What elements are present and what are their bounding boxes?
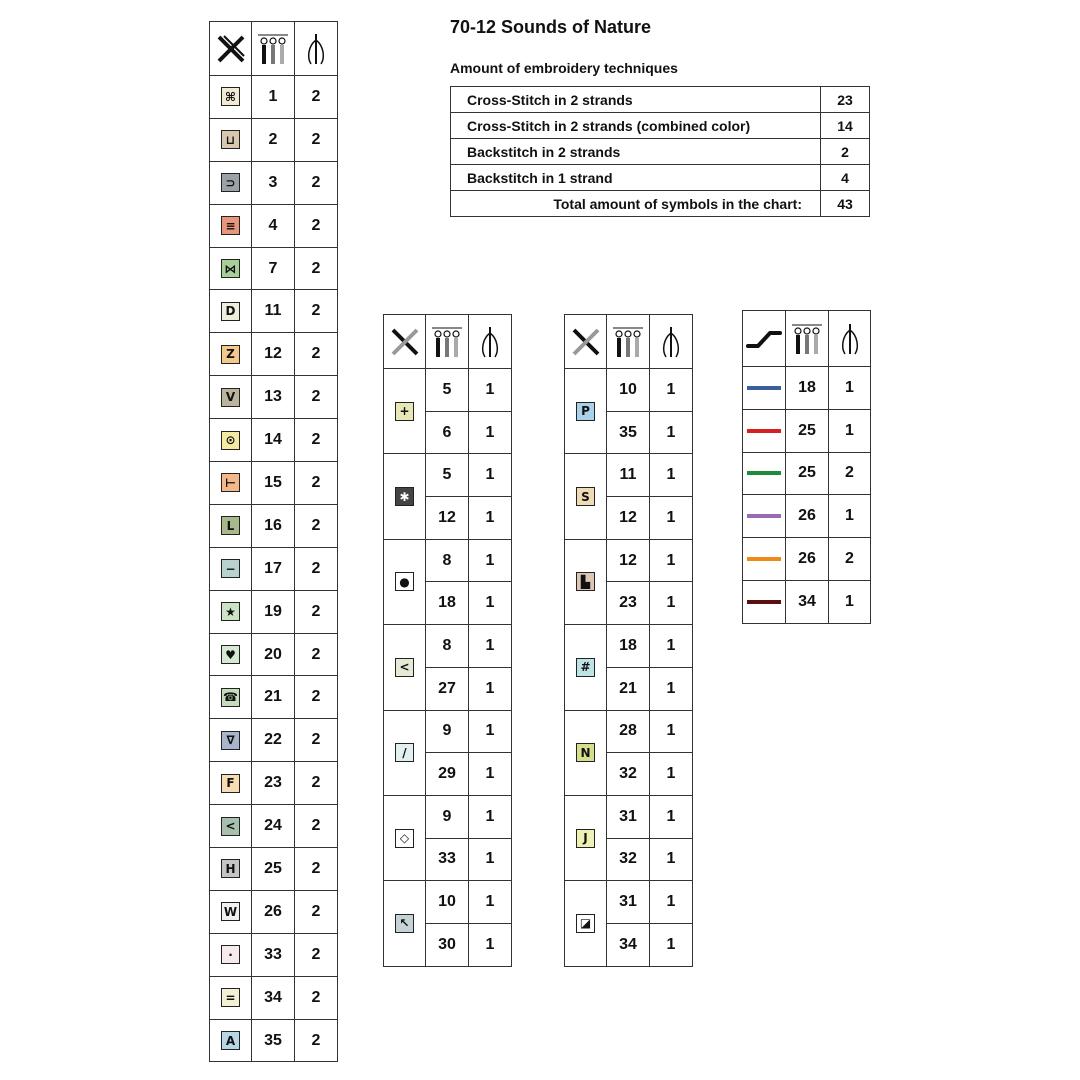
strand-count: 1 bbox=[650, 795, 693, 838]
header-floss bbox=[786, 311, 829, 367]
strand-count: 1 bbox=[469, 881, 512, 924]
floss-skeins-icon bbox=[611, 325, 645, 359]
color-number: 25 bbox=[786, 452, 829, 495]
strand-count: 2 bbox=[295, 247, 338, 290]
symbol-cell bbox=[565, 625, 607, 710]
color-number: 12 bbox=[607, 497, 650, 540]
table-row bbox=[384, 539, 512, 582]
strand-count: 2 bbox=[295, 462, 338, 505]
table-row bbox=[210, 118, 338, 161]
table-row bbox=[384, 369, 512, 412]
table-row bbox=[743, 538, 871, 581]
header-cross-stitch bbox=[384, 315, 426, 369]
table-row bbox=[210, 204, 338, 247]
color-number: 10 bbox=[426, 881, 469, 924]
strand-count: 2 bbox=[295, 161, 338, 204]
table-row bbox=[565, 881, 693, 924]
strand-count: 2 bbox=[295, 633, 338, 676]
symbol-cell bbox=[565, 795, 607, 880]
symbol-cell bbox=[384, 795, 426, 880]
symbol-cell bbox=[565, 539, 607, 624]
stitch-symbol: ↖ bbox=[395, 914, 414, 933]
symbol-cell bbox=[565, 369, 607, 454]
strand-count: 1 bbox=[650, 497, 693, 540]
color-number: 6 bbox=[426, 411, 469, 454]
strand-count: 2 bbox=[295, 204, 338, 247]
strand-count: 2 bbox=[295, 504, 338, 547]
color-number: 16 bbox=[252, 504, 295, 547]
table-row bbox=[210, 933, 338, 976]
cross-stitch-combined-icon bbox=[389, 326, 421, 358]
color-number: 21 bbox=[252, 676, 295, 719]
stitch-symbol: J bbox=[576, 829, 595, 848]
summary-label: Cross-Stitch in 2 strands (combined color) bbox=[451, 113, 821, 139]
summary-label: Backstitch in 2 strands bbox=[451, 139, 821, 165]
backstitch-key-table bbox=[742, 310, 871, 624]
stitch-symbol: ≡ bbox=[221, 216, 240, 235]
stitch-symbol: V bbox=[221, 388, 240, 407]
needle-icon bbox=[657, 325, 685, 359]
table-row bbox=[210, 1019, 338, 1062]
color-number: 30 bbox=[426, 923, 469, 966]
color-number: 34 bbox=[607, 923, 650, 966]
color-number: 34 bbox=[786, 580, 829, 623]
summary-row bbox=[451, 87, 870, 113]
line-color-cell bbox=[743, 495, 786, 538]
strand-count: 2 bbox=[295, 762, 338, 805]
table-row bbox=[384, 625, 512, 668]
color-number: 32 bbox=[607, 838, 650, 881]
backstitch-line-swatch bbox=[747, 514, 781, 518]
table-row bbox=[743, 367, 871, 410]
symbol-cell bbox=[384, 454, 426, 539]
color-number: 24 bbox=[252, 805, 295, 848]
table-row bbox=[743, 409, 871, 452]
backstitch-line-swatch bbox=[747, 600, 781, 604]
color-number: 2 bbox=[252, 118, 295, 161]
strand-count: 2 bbox=[295, 933, 338, 976]
symbol-cell bbox=[384, 369, 426, 454]
color-number: 35 bbox=[607, 411, 650, 454]
color-number: 5 bbox=[426, 369, 469, 412]
strand-count: 2 bbox=[829, 538, 871, 581]
summary-value: 23 bbox=[821, 87, 870, 113]
stitch-symbol: ⊃ bbox=[221, 173, 240, 192]
summary-total-value: 43 bbox=[821, 191, 870, 217]
color-number: 4 bbox=[252, 204, 295, 247]
strand-count: 2 bbox=[295, 976, 338, 1019]
table-row bbox=[384, 454, 512, 497]
symbol-cell bbox=[210, 976, 252, 1019]
stitch-symbol: A bbox=[221, 1031, 240, 1050]
color-number: 9 bbox=[426, 795, 469, 838]
color-number: 12 bbox=[426, 497, 469, 540]
strand-count: 2 bbox=[295, 719, 338, 762]
stitch-symbol: < bbox=[221, 817, 240, 836]
color-number: 19 bbox=[252, 590, 295, 633]
table-row bbox=[565, 369, 693, 412]
strand-count: 1 bbox=[829, 580, 871, 623]
table-row bbox=[210, 419, 338, 462]
table-row bbox=[565, 539, 693, 582]
strand-count: 1 bbox=[469, 667, 512, 710]
stitch-symbol: N bbox=[576, 743, 595, 762]
symbol-cell bbox=[210, 633, 252, 676]
stitch-symbol: D bbox=[221, 302, 240, 321]
stitch-symbol: ⌘ bbox=[221, 87, 240, 106]
summary-value: 14 bbox=[821, 113, 870, 139]
symbol-cell bbox=[210, 376, 252, 419]
color-number: 32 bbox=[607, 753, 650, 796]
symbol-cell bbox=[210, 933, 252, 976]
strand-count: 1 bbox=[469, 625, 512, 668]
stitch-symbol: ∇ bbox=[221, 731, 240, 750]
symbol-cell bbox=[210, 676, 252, 719]
line-color-cell bbox=[743, 580, 786, 623]
needle-icon bbox=[836, 322, 864, 356]
strand-count: 1 bbox=[650, 667, 693, 710]
summary-total-row bbox=[451, 191, 870, 217]
table-row bbox=[565, 625, 693, 668]
color-number: 17 bbox=[252, 547, 295, 590]
color-number: 27 bbox=[426, 667, 469, 710]
table-row bbox=[384, 795, 512, 838]
strand-count: 2 bbox=[295, 676, 338, 719]
color-number: 33 bbox=[426, 838, 469, 881]
line-color-cell bbox=[743, 409, 786, 452]
strand-count: 1 bbox=[650, 923, 693, 966]
header-needle bbox=[295, 22, 338, 76]
table-row bbox=[384, 881, 512, 924]
symbol-cell bbox=[565, 710, 607, 795]
color-number: 5 bbox=[426, 454, 469, 497]
header-needle bbox=[829, 311, 871, 367]
symbol-cell bbox=[210, 1019, 252, 1062]
stitch-symbol: ★ bbox=[221, 602, 240, 621]
symbol-cell bbox=[210, 462, 252, 505]
color-number: 7 bbox=[252, 247, 295, 290]
stitch-symbol: < bbox=[395, 658, 414, 677]
table-row bbox=[210, 161, 338, 204]
table-row bbox=[565, 454, 693, 497]
strand-count: 1 bbox=[469, 838, 512, 881]
table-row bbox=[210, 976, 338, 1019]
strand-count: 2 bbox=[295, 376, 338, 419]
strand-count: 2 bbox=[295, 333, 338, 376]
strand-count: 1 bbox=[829, 495, 871, 538]
backstitch-icon bbox=[746, 329, 782, 349]
color-number: 26 bbox=[252, 890, 295, 933]
color-number: 28 bbox=[607, 710, 650, 753]
strand-count: 1 bbox=[650, 838, 693, 881]
stitch-symbol: ⊔ bbox=[221, 130, 240, 149]
strand-count: 2 bbox=[295, 547, 338, 590]
line-color-cell bbox=[743, 367, 786, 410]
symbol-cell bbox=[210, 76, 252, 119]
table-row bbox=[210, 676, 338, 719]
strand-count: 1 bbox=[469, 710, 512, 753]
color-number: 13 bbox=[252, 376, 295, 419]
stitch-symbol: ♥ bbox=[221, 645, 240, 664]
symbol-cell bbox=[210, 805, 252, 848]
header-floss bbox=[252, 22, 295, 76]
strand-count: 2 bbox=[295, 848, 338, 891]
symbol-cell bbox=[384, 625, 426, 710]
summary-row bbox=[451, 165, 870, 191]
header-needle bbox=[469, 315, 512, 369]
color-number: 20 bbox=[252, 633, 295, 676]
color-number: 18 bbox=[426, 582, 469, 625]
stitch-symbol: P bbox=[576, 402, 595, 421]
header-floss bbox=[426, 315, 469, 369]
strand-count: 1 bbox=[829, 367, 871, 410]
symbol-cell bbox=[565, 881, 607, 966]
symbol-cell bbox=[565, 454, 607, 539]
page-title: 70-12 Sounds of Nature bbox=[450, 17, 652, 37]
color-number: 23 bbox=[252, 762, 295, 805]
stitch-symbol: + bbox=[395, 402, 414, 421]
stitch-symbol: / bbox=[395, 743, 414, 762]
backstitch-line-swatch bbox=[747, 386, 781, 390]
symbol-cell bbox=[384, 881, 426, 966]
strand-count: 1 bbox=[650, 411, 693, 454]
symbol-cell bbox=[210, 547, 252, 590]
summary-value: 2 bbox=[821, 139, 870, 165]
color-number: 9 bbox=[426, 710, 469, 753]
stitch-symbol: Z bbox=[221, 345, 240, 364]
color-number: 18 bbox=[607, 625, 650, 668]
color-number: 12 bbox=[607, 539, 650, 582]
stitch-symbol: = bbox=[221, 988, 240, 1007]
symbol-cell bbox=[384, 710, 426, 795]
table-row bbox=[210, 504, 338, 547]
color-number: 1 bbox=[252, 76, 295, 119]
strand-count: 2 bbox=[295, 590, 338, 633]
color-number: 25 bbox=[252, 848, 295, 891]
floss-skeins-icon bbox=[256, 32, 290, 66]
stitch-symbol: ▙ bbox=[576, 572, 595, 591]
strand-count: 1 bbox=[469, 582, 512, 625]
table-row bbox=[210, 376, 338, 419]
color-number: 26 bbox=[786, 538, 829, 581]
table-row bbox=[210, 247, 338, 290]
color-number: 12 bbox=[252, 333, 295, 376]
symbol-cell bbox=[210, 204, 252, 247]
strand-count: 1 bbox=[469, 539, 512, 582]
table-row bbox=[210, 633, 338, 676]
table-row bbox=[743, 580, 871, 623]
color-number: 8 bbox=[426, 539, 469, 582]
strand-count: 1 bbox=[469, 753, 512, 796]
cross-stitch-key-table bbox=[209, 21, 338, 1062]
strand-count: 1 bbox=[650, 753, 693, 796]
stitch-symbol: S bbox=[576, 487, 595, 506]
color-number: 29 bbox=[426, 753, 469, 796]
strand-count: 1 bbox=[469, 454, 512, 497]
color-number: 34 bbox=[252, 976, 295, 1019]
stitch-symbol: ◇ bbox=[395, 829, 414, 848]
strand-count: 1 bbox=[469, 369, 512, 412]
strand-count: 1 bbox=[469, 795, 512, 838]
table-row bbox=[210, 848, 338, 891]
color-number: 11 bbox=[607, 454, 650, 497]
table-row bbox=[210, 719, 338, 762]
table-row bbox=[210, 590, 338, 633]
stitch-symbol: L bbox=[221, 516, 240, 535]
stitch-symbol: ✱ bbox=[395, 487, 414, 506]
strand-count: 1 bbox=[469, 923, 512, 966]
stitch-symbol: F bbox=[221, 774, 240, 793]
table-row bbox=[210, 805, 338, 848]
table-row bbox=[565, 710, 693, 753]
strand-count: 2 bbox=[829, 452, 871, 495]
strand-count: 2 bbox=[295, 1019, 338, 1062]
color-number: 3 bbox=[252, 161, 295, 204]
summary-row bbox=[451, 113, 870, 139]
cross-stitch-icon bbox=[215, 33, 247, 65]
summary-label: Cross-Stitch in 2 strands bbox=[451, 87, 821, 113]
header-cross-stitch bbox=[565, 315, 607, 369]
combined-color-key-table-1 bbox=[383, 314, 512, 967]
strand-count: 2 bbox=[295, 118, 338, 161]
strand-count: 1 bbox=[469, 411, 512, 454]
strand-count: 1 bbox=[650, 881, 693, 924]
strand-count: 2 bbox=[295, 890, 338, 933]
table-row bbox=[384, 710, 512, 753]
color-number: 26 bbox=[786, 495, 829, 538]
stitch-symbol: ⊢ bbox=[221, 473, 240, 492]
backstitch-line-swatch bbox=[747, 429, 781, 433]
symbol-cell bbox=[384, 539, 426, 624]
table-row bbox=[743, 452, 871, 495]
color-number: 18 bbox=[786, 367, 829, 410]
color-number: 11 bbox=[252, 290, 295, 333]
color-number: 35 bbox=[252, 1019, 295, 1062]
table-row bbox=[210, 290, 338, 333]
color-number: 22 bbox=[252, 719, 295, 762]
color-number: 31 bbox=[607, 881, 650, 924]
color-number: 23 bbox=[607, 582, 650, 625]
summary-total-label: Total amount of symbols in the chart: bbox=[451, 191, 821, 217]
table-row bbox=[210, 333, 338, 376]
backstitch-line-swatch bbox=[747, 471, 781, 475]
table-row bbox=[743, 495, 871, 538]
stitch-symbol: ☎ bbox=[221, 688, 240, 707]
header-needle bbox=[650, 315, 693, 369]
header-floss bbox=[607, 315, 650, 369]
table-row bbox=[210, 762, 338, 805]
color-number: 10 bbox=[607, 369, 650, 412]
strand-count: 1 bbox=[650, 582, 693, 625]
table-row bbox=[210, 890, 338, 933]
header-backstitch bbox=[743, 311, 786, 367]
color-number: 21 bbox=[607, 667, 650, 710]
strand-count: 1 bbox=[650, 454, 693, 497]
table-row bbox=[565, 795, 693, 838]
strand-count: 1 bbox=[469, 497, 512, 540]
symbol-cell bbox=[210, 890, 252, 933]
summary-label: Backstitch in 1 strand bbox=[451, 165, 821, 191]
strand-count: 1 bbox=[650, 625, 693, 668]
header-cross-stitch bbox=[210, 22, 252, 76]
strand-count: 2 bbox=[295, 76, 338, 119]
floss-skeins-icon bbox=[430, 325, 464, 359]
needle-icon bbox=[476, 325, 504, 359]
symbol-cell bbox=[210, 333, 252, 376]
combined-color-key-table-2 bbox=[564, 314, 693, 967]
color-number: 14 bbox=[252, 419, 295, 462]
stitch-symbol: W bbox=[221, 902, 240, 921]
symbol-cell bbox=[210, 590, 252, 633]
symbol-cell bbox=[210, 762, 252, 805]
strand-count: 1 bbox=[650, 369, 693, 412]
symbol-cell bbox=[210, 419, 252, 462]
color-number: 31 bbox=[607, 795, 650, 838]
line-color-cell bbox=[743, 538, 786, 581]
color-number: 8 bbox=[426, 625, 469, 668]
stitch-symbol: · bbox=[221, 945, 240, 964]
color-number: 25 bbox=[786, 409, 829, 452]
stitch-symbol: ● bbox=[395, 572, 414, 591]
strand-count: 1 bbox=[650, 539, 693, 582]
floss-skeins-icon bbox=[790, 322, 824, 356]
stitch-symbol: ◪ bbox=[576, 914, 595, 933]
color-number: 15 bbox=[252, 462, 295, 505]
section-subtitle: Amount of embroidery techniques bbox=[450, 60, 678, 76]
symbol-cell bbox=[210, 719, 252, 762]
strand-count: 2 bbox=[295, 805, 338, 848]
symbol-cell bbox=[210, 118, 252, 161]
symbol-cell bbox=[210, 290, 252, 333]
technique-summary-table bbox=[450, 86, 870, 217]
strand-count: 2 bbox=[295, 290, 338, 333]
strand-count: 1 bbox=[829, 409, 871, 452]
symbol-cell bbox=[210, 247, 252, 290]
cross-stitch-combined-icon bbox=[570, 326, 602, 358]
line-color-cell bbox=[743, 452, 786, 495]
table-row bbox=[210, 547, 338, 590]
summary-value: 4 bbox=[821, 165, 870, 191]
backstitch-line-swatch bbox=[747, 557, 781, 561]
strand-count: 2 bbox=[295, 419, 338, 462]
symbol-cell bbox=[210, 504, 252, 547]
stitch-symbol: # bbox=[576, 658, 595, 677]
table-row bbox=[210, 462, 338, 505]
stitch-symbol: ⋈ bbox=[221, 259, 240, 278]
table-row bbox=[210, 76, 338, 119]
stitch-symbol: − bbox=[221, 559, 240, 578]
stitch-symbol: ⊙ bbox=[221, 431, 240, 450]
needle-icon bbox=[302, 32, 330, 66]
color-number: 33 bbox=[252, 933, 295, 976]
strand-count: 1 bbox=[650, 710, 693, 753]
symbol-cell bbox=[210, 161, 252, 204]
symbol-cell bbox=[210, 848, 252, 891]
stitch-symbol: H bbox=[221, 859, 240, 878]
summary-row bbox=[451, 139, 870, 165]
